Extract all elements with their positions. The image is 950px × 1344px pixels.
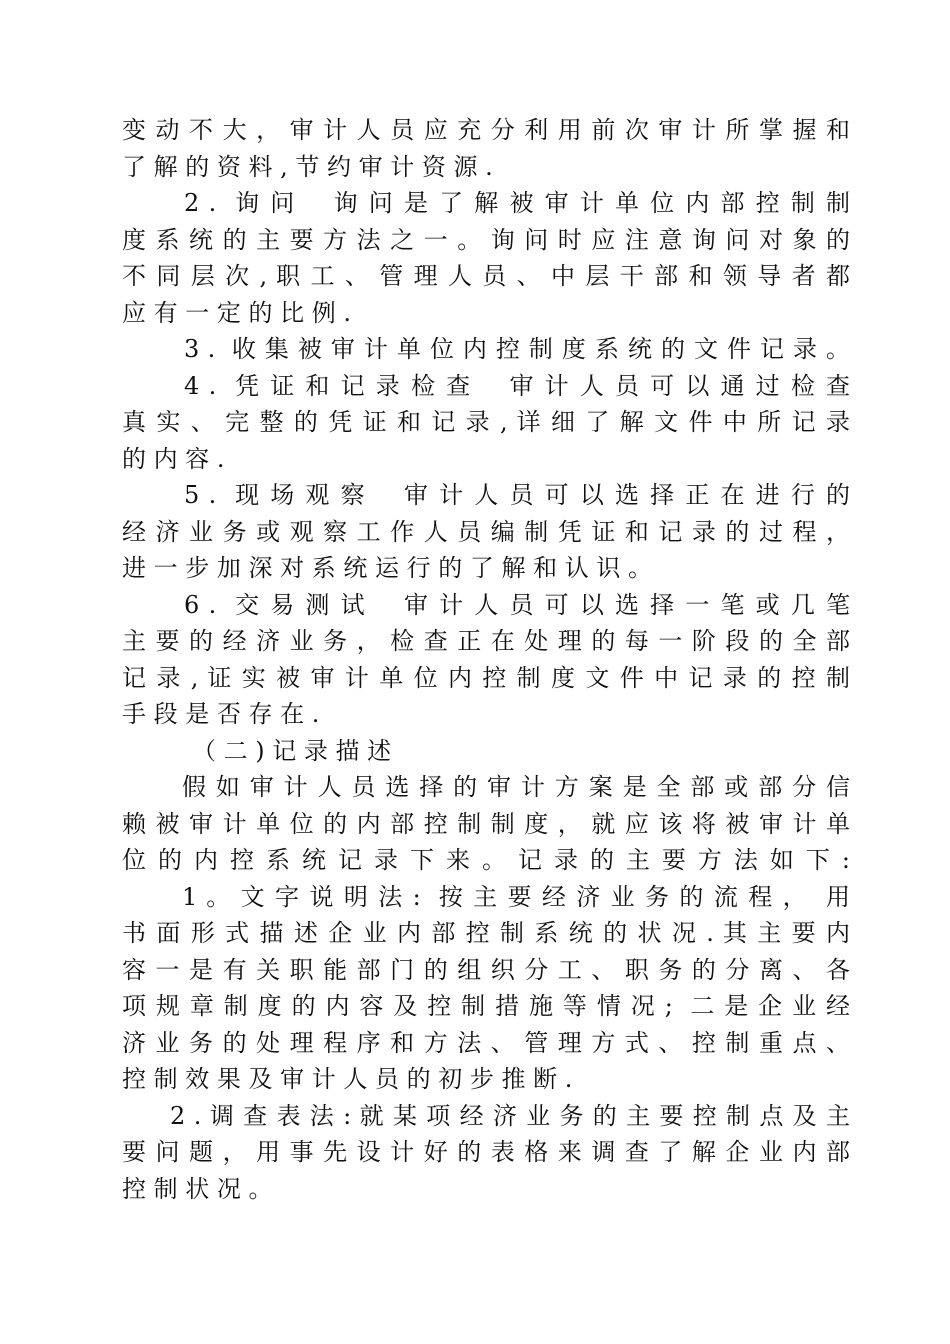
text-line-1: 变 动 不 大 ， 审 计 人 员 应 充 分 利 用 前 次 审 计 所 掌 握 和 xyxy=(122,116,850,144)
text-line-21: 位 的 内 控 系 统 记 录 下 来 。 记 录 的 主 要 方 法 如 下 : xyxy=(122,846,850,874)
text-line-22: 1 。 文 字 说 明 法 : 按 主 要 经 济 业 务 的 流 程 ， 用 xyxy=(182,882,850,911)
text-line-8: 4 . 凭 证 和 记 录 检 查 审 计 人 员 可 以 通 过 检 查 xyxy=(184,371,850,400)
text-line-13: 进 一 步 加 深 对 系 统 运 行 的 了 解 和 认 识 。 xyxy=(122,554,653,582)
section-heading: （ 二 ) 记 录 描 述 xyxy=(192,736,392,765)
text-line-5: 不 同 层 次 , 职 工 、 管 理 人 员 、 中 层 干 部 和 领 导 者 都 xyxy=(122,262,850,290)
text-line-23: 书 面 形 式 描 述 企 业 内 部 控 制 系 统 的 状 况 . 其 主 要 内 xyxy=(122,919,850,947)
text-line-11: 5 . 现 场 观 察 审 计 人 员 可 以 选 择 正 在 进 行 的 xyxy=(184,481,850,509)
document-body xyxy=(122,112,850,1207)
text-line-12: 经 济 业 务 或 观 察 工 作 人 员 编 制 凭 证 和 记 录 的 过 程 ， xyxy=(122,517,850,546)
text-line-16: 记 录 , 证 实 被 审 计 单 位 内 控 制 度 文 件 中 记 录 的 控 制 xyxy=(122,663,850,692)
text-line-2: 了 解 的 资 料 , 节 约 审 计 资 源 . xyxy=(122,152,493,181)
text-line-7: 3 . 收 集 被 审 计 单 位 内 控 制 度 系 统 的 文 件 记 录 。 xyxy=(184,335,850,363)
text-line-26: 济 业 务 的 处 理 程 序 和 方 法 、 管 理 方 式 、 控 制 重 点 、 xyxy=(122,1028,850,1057)
text-line-3: 2 . 询 问 询 问 是 了 解 被 审 计 单 位 内 部 控 制 制 xyxy=(184,189,850,217)
text-line-29: 要 问 题 ， 用 事 先 设 计 好 的 表 格 来 调 查 了 解 企 业 内 部 xyxy=(122,1138,850,1166)
text-line-15: 主 要 的 经 济 业 务 ， 检 查 正 在 处 理 的 每 一 阶 段 的 全 部 xyxy=(122,627,850,655)
text-line-24: 容 一 是 有 关 职 能 部 门 的 组 织 分 工 、 职 务 的 分 离 、 各 xyxy=(122,955,850,984)
text-line-14: 6 . 交 易 测 试 审 计 人 员 可 以 选 择 一 笔 或 几 笔 xyxy=(184,590,850,619)
text-line-28: 2 . 调 查 表 法 : 就 某 项 经 济 业 务 的 主 要 控 制 点 及 主 xyxy=(170,1101,850,1130)
text-line-10: 的 内 容 . xyxy=(122,444,225,473)
text-line-17: 手 段 是 否 存 在 . xyxy=(122,700,320,728)
text-line-20: 赖 被 审 计 单 位 的 内 部 控 制 制 度 ， 就 应 该 将 被 审 计 单 xyxy=(122,809,850,838)
text-line-30: 控 制 状 况 。 xyxy=(122,1174,273,1203)
text-line-25: 项 规 章 制 度 的 内 容 及 控 制 措 施 等 情 况 ; 二 是 企 业 经 xyxy=(122,992,850,1020)
text-line-9: 真 实 、 完 整 的 凭 证 和 记 录 , 详 细 了 解 文 件 中 所 记 录 xyxy=(122,408,850,436)
text-line-19: 假 如 审 计 人 员 选 择 的 审 计 方 案 是 全 部 或 部 分 信 xyxy=(182,773,850,801)
text-line-6: 应 有 一 定 的 比 例 . xyxy=(122,298,352,327)
text-line-4: 度 系 统 的 主 要 方 法 之 一 。 询 问 时 应 注 意 询 问 对 象 的 xyxy=(122,225,850,254)
text-line-27: 控 制 效 果 及 审 计 人 员 的 初 步 推 断 . xyxy=(122,1065,573,1093)
